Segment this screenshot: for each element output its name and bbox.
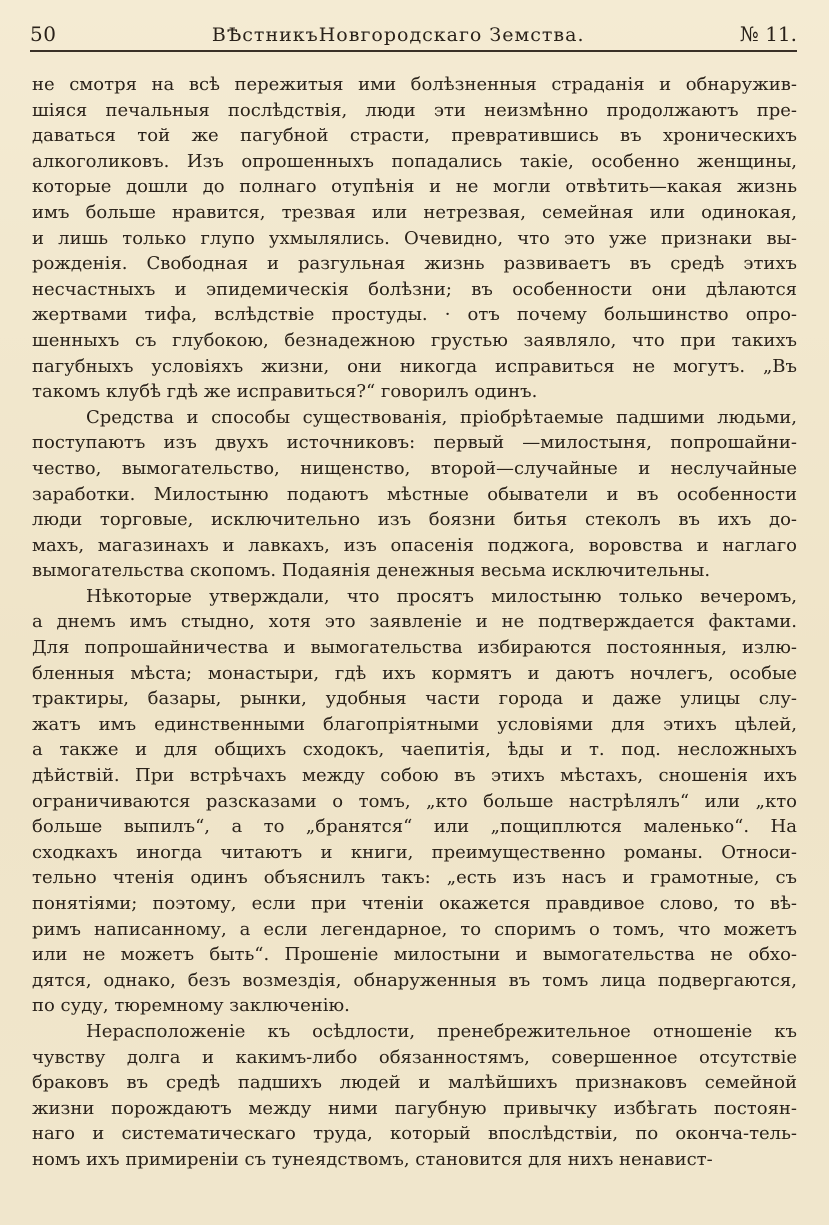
page-number: 50	[30, 22, 57, 46]
text-line: Для попрошайничества и вымогательства избираются постоянныя, излю-	[32, 637, 797, 659]
text-line: понятіями; поэтому, если при чтеніи окажется правдивое слово, то вѣ-	[32, 893, 797, 914]
text-line: дѣйствій. При встрѣчахъ между собою въ этихъ мѣстахъ, сношенія ихъ	[32, 765, 797, 787]
body-text	[32, 72, 797, 1173]
text-line: люди торговые, исключительно изъ боязни битья стеколъ въ ихъ до-	[32, 509, 797, 531]
text-line: трактиры, базары, рынки, удобныя части города и даже улицы слу-	[32, 688, 797, 710]
text-line: по суду, тюремному заключенію.	[32, 995, 350, 1017]
text-line: больше выпилъ“, а то „бранятся“ или „пощиплются маленько“. На	[32, 816, 797, 838]
text-line: такомъ клубѣ гдѣ же исправиться?“ говорилъ одинъ.	[32, 381, 538, 403]
text-line: несчастныхъ и эпидемическія болѣзни; въ особенности они дѣлаются	[32, 278, 797, 300]
text-line: жертвами тифа, вслѣдствіе простуды. · отъ почему большинство опро-	[32, 304, 797, 326]
text-line: Средства и способы существованія, пріобрѣтаемые падшими людьми,	[86, 406, 797, 428]
text-line: рожденія. Свободная и разгульная жизнь развиваетъ въ средѣ этихъ	[32, 253, 797, 275]
text-line: а также и для общихъ сходокъ, чаепитія, ѣды и т. под. несложныхъ	[32, 739, 797, 761]
text-line: которые дошли до полнаго отупѣнія и не могли отвѣтить—какая жизнь	[32, 176, 797, 198]
text-line: не смотря на всѣ пережитыя ими болѣзненныя страданія и обнаружив-	[32, 74, 797, 95]
text-line: имъ больше нравится, трезвая или нетрезвая, семейная или одинокая,	[32, 201, 797, 223]
text-line: даваться той же пагубной страсти, превратившись въ хроническихъ	[32, 125, 797, 147]
journal-title: ВѢстникъНовгородскаго Земства.	[211, 24, 585, 46]
page-header	[30, 14, 797, 52]
text-line: вымогательства скопомъ. Подаянія денежныя весьма исключительны.	[32, 560, 711, 582]
paragraph	[32, 72, 797, 405]
text-line: римъ написанному, а если легендарное, то споримъ о томъ, что можетъ	[32, 918, 797, 940]
text-line: алкоголиковъ. Изъ опрошенныхъ попадались такіе, особенно женщины,	[32, 150, 797, 172]
text-line: шіяся печальныя послѣдствія, люди эти неизмѣнно продолжаютъ пре-	[32, 99, 797, 121]
text-line: браковъ въ средѣ падшихъ людей и малѣйшихъ признаковъ семейной	[32, 1072, 797, 1094]
text-line: махъ, магазинахъ и лавкахъ, изъ опасенія поджога, воровства и наглаго	[32, 534, 797, 556]
paragraph	[32, 584, 797, 1019]
text-line: бленныя мѣста; монастыри, гдѣ ихъ кормятъ и даютъ ночлегъ, особые	[32, 662, 797, 684]
paragraph	[32, 1019, 797, 1173]
text-line: наго и систематическаго труда, который впослѣдствіи, по оконча-тель-	[32, 1123, 797, 1145]
text-line: номъ ихъ примиреніи съ тунеядствомъ, становится для нихъ ненавист-	[32, 1148, 713, 1170]
text-line: тельно чтенія одинъ объяснилъ такъ: „есть изъ насъ и грамотные, съ	[32, 867, 797, 889]
issue-number: № 11.	[739, 22, 797, 46]
text-line: Нерасположеніе къ осѣдлости, пренебрежительное отношеніе къ	[86, 1020, 797, 1042]
text-line: заработки. Милостыню подаютъ мѣстные обыватели и въ особенности	[32, 483, 797, 505]
text-line: сходкахъ иногда читаютъ и книги, преимущественно романы. Относи-	[32, 841, 797, 863]
text-line: ограничиваются разсказами о томъ, „кто больше настрѣлялъ“ или „кто	[32, 790, 797, 812]
text-line: жизни порождаютъ между ними пагубную привычку избѣгать постоян-	[32, 1097, 797, 1119]
text-line: и лишь только глупо ухмылялись. Очевидно, что это уже признаки вы-	[32, 227, 797, 249]
text-line: Нѣкоторые утверждали, что просятъ милостыню только вечеромъ,	[86, 585, 797, 607]
text-line: дятся, однако, безъ возмездія, обнаруженныя въ томъ лица подвергаются,	[32, 969, 797, 991]
text-line: пагубныхъ условіяхъ жизни, они никогда исправиться не могутъ. „Въ	[32, 355, 797, 377]
text-line: чество, вымогательство, нищенство, второй—случайные и неслучайные	[32, 457, 797, 479]
text-line: а днемъ имъ стыдно, хотя это заявленіе и не подтверждается фактами.	[32, 611, 797, 633]
paragraph	[32, 405, 797, 584]
text-line: шенныхъ съ глубокою, безнадежною грустью заявляло, что при такихъ	[32, 329, 797, 351]
text-line: чувству долга и какимъ-либо обязанностямъ, совершенное отсутствіе	[32, 1046, 797, 1068]
text-line: поступаютъ изъ двухъ источниковъ: первый —милостыня, попрошайни-	[32, 432, 797, 454]
text-line: или не можетъ быть“. Прошеніе милостыни и вымогательства не обхо-	[32, 944, 797, 966]
text-line: жатъ имъ единственными благопріятными условіями для этихъ цѣлей,	[32, 713, 797, 735]
